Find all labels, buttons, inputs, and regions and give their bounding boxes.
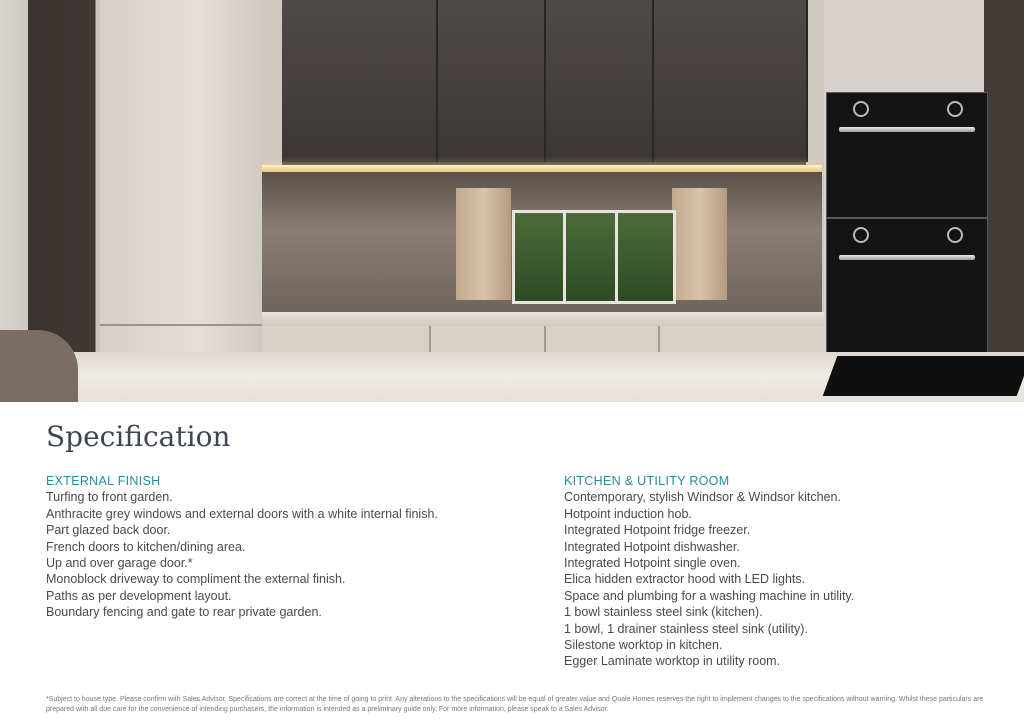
list-item: Up and over garage door.* — [46, 556, 193, 571]
kitchen-utility-section — [564, 473, 854, 670]
list-item: Contemporary, stylish Windsor & Windsor kitchen. — [564, 490, 841, 505]
list-item: Elica hidden extractor hood with LED lights. — [564, 572, 806, 587]
photo-induction-hob — [823, 356, 1024, 396]
list-item: Integrated Hotpoint fridge freezer. — [564, 523, 751, 538]
kitchen-utility-list — [564, 489, 854, 669]
list-item: Anthracite grey windows and external doors with a white internal finish. — [46, 506, 438, 521]
footnote-disclaimer: *Subject to house type. Please confirm with Sales Advisor. Specifications are correct at the time of going to print. Any alterations to the specifications will be equal of greater value and Quale Homes reserves the right to implement changes to the specifications without warning. Whilst these particulars are prepared with all due care for the convenience of intending purchasers, the information is intended as a preliminary guide only. For more information, please speak to a Sales Advisor. — [46, 696, 984, 713]
list-item: Hotpoint induction hob. — [564, 506, 692, 521]
photo-oven-bottom — [826, 218, 988, 356]
photo-upper-cabinets — [282, 0, 806, 165]
external-finish-heading: EXTERNAL FINISH — [46, 474, 161, 488]
photo-led-strip — [262, 165, 822, 172]
list-item: Part glazed back door. — [46, 523, 171, 538]
external-finish-list — [46, 489, 438, 620]
list-item: Turfing to front garden. — [46, 490, 173, 505]
photo-curtain — [456, 188, 511, 300]
list-item: 1 bowl stainless steel sink (kitchen). — [564, 605, 763, 620]
photo-chair — [0, 330, 78, 402]
list-item: Silestone worktop in kitchen. — [564, 638, 723, 653]
photo-curtain — [672, 188, 727, 300]
list-item: Boundary fencing and gate to rear private garden. — [46, 605, 322, 620]
list-item: 1 bowl, 1 drainer stainless steel sink (utility). — [564, 621, 808, 636]
list-item: Integrated Hotpoint dishwasher. — [564, 539, 740, 554]
list-item: Egger Laminate worktop in utility room. — [564, 654, 781, 669]
kitchen-utility-heading: KITCHEN & UTILITY ROOM — [564, 474, 730, 488]
list-item: Paths as per development layout. — [46, 588, 232, 603]
photo-oven-top — [826, 92, 988, 218]
page-title: Specification — [46, 420, 231, 453]
photo-tall-cabinet — [100, 0, 265, 380]
list-item: Integrated Hotpoint single oven. — [564, 556, 741, 571]
list-item: French doors to kitchen/dining area. — [46, 539, 246, 554]
list-item: Space and plumbing for a washing machine in utility. — [564, 588, 855, 603]
external-finish-section — [46, 473, 438, 621]
photo-reflected-window — [512, 210, 676, 304]
list-item: Monoblock driveway to compliment the external finish. — [46, 572, 346, 587]
photo-back-counter — [262, 312, 824, 326]
